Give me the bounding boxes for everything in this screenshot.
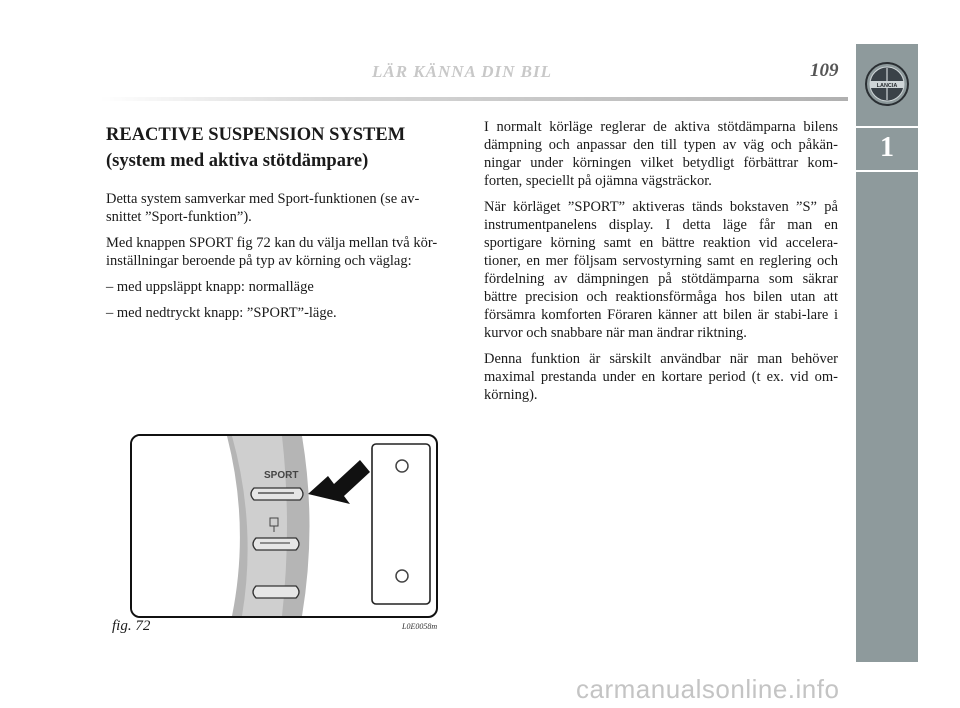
section-title-line1: REACTIVE SUSPENSION SYSTEM xyxy=(106,125,406,145)
chapter-number: 1 xyxy=(880,132,894,163)
watermark: carmanualsonline.info xyxy=(576,674,840,704)
chapter-side-tab xyxy=(856,44,918,662)
figure-72 xyxy=(130,434,438,618)
paragraph: Detta system samverkar med Sport-funktionen (se av-snittet ”Sport-funktion”). xyxy=(106,191,420,225)
page-number: 109 xyxy=(810,60,839,81)
logo-text: LANCIA xyxy=(876,83,898,89)
running-title: LÄR KÄNNA DIN BIL xyxy=(372,62,552,81)
figure-caption: fig. 72 xyxy=(112,618,151,634)
section-title-line2: (system med aktiva stötdämpare) xyxy=(106,151,369,171)
header-rule xyxy=(100,97,848,101)
left-column xyxy=(106,190,446,330)
paragraph: När körläget ”SPORT” aktiveras tänds bokstaven ”S” på instrumentpanelens display. I detta läge får man en sportigare körning samt en bättre reaktion vid accelera-tioner, en mer följsam servostyrning samt en reglering och fördelning av dämpningen på stötdämparna som säkrar bättre precision och reaktionsförmåga hos bilen utan att försämra komforten Föraren känner att bilen är stabi-lare i kurvor och snabbare när man ändrar riktning. xyxy=(484,199,838,341)
list-item: – med uppsläppt knapp: normalläge xyxy=(106,279,314,295)
sport-button-illustration xyxy=(132,436,436,616)
paragraph: Med knappen SPORT fig 72 kan du välja mellan två kör-inställningar beroende på typ av körning och väglag: xyxy=(106,235,438,269)
paragraph: I normalt körläge reglerar de aktiva stötdämparna bilens dämpning och anpassar den till typen av väg och påkän-ningar under körningen vilket betydligt förbättrar kom-forten, speciellt på ojämna vägsträckor. xyxy=(484,119,838,189)
lancia-logo xyxy=(856,44,918,124)
sport-label: SPORT xyxy=(264,470,299,481)
list-item: – med nedtryckt knapp: ”SPORT”-läge. xyxy=(106,305,337,321)
right-column xyxy=(484,118,838,412)
figure-code: L0E0058m xyxy=(402,622,438,631)
paragraph: Denna funktion är särskilt användbar när man behöver maximal prestanda under en kortare period (t ex. vid om-körning). xyxy=(484,351,838,403)
section-title xyxy=(106,122,446,174)
lancia-shield-icon xyxy=(864,61,910,107)
